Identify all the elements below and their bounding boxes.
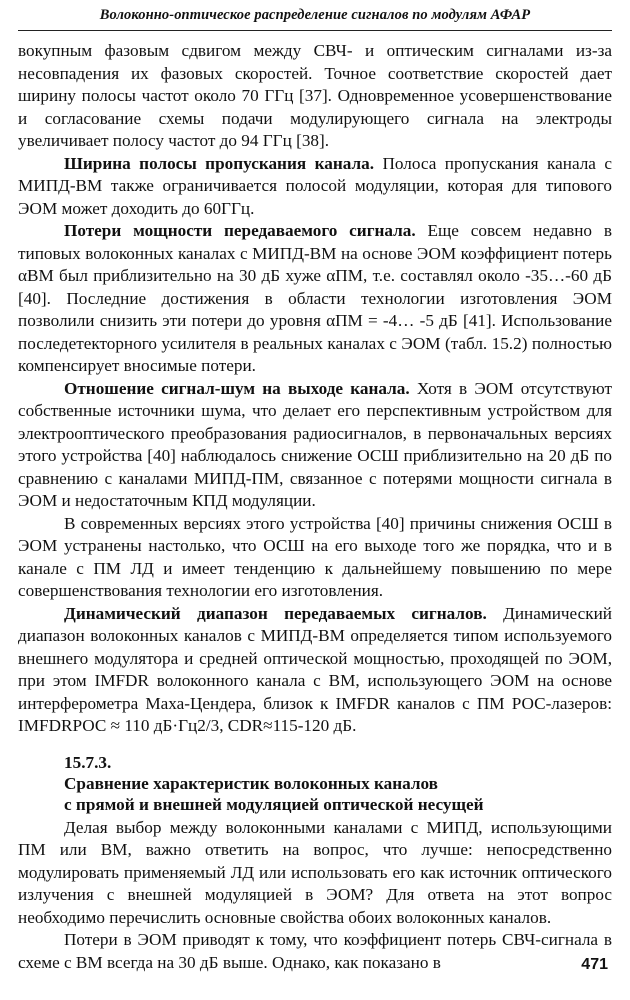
- section-title-text-1: Сравнение характеристик волоконных каналов: [64, 773, 438, 793]
- paragraph-text: Еще совсем недавно в типовых волоконных каналах с МИПД-ВМ на основе ЭОМ коэффициент потерь αВМ был приблизительно на 30 дБ хуже αПМ, т.е. составлял около -35…-60 дБ [40]. Последние достижения в области технологии изготовления ЭОМ позволили снизить эти потери до уровня αПМ = -4… -5 дБ [41]. Использование последетекторного усилителя в реальных каналах с ЭОМ (табл. 15.2) полностью компенсирует вносимые потери.: [18, 221, 612, 375]
- paragraph-losses-eom: [18, 929, 612, 974]
- paragraph-lead: Потери мощности передаваемого сигнала.: [64, 221, 416, 240]
- paragraph-choice: [18, 817, 612, 930]
- paragraph-dynamic-range: [18, 603, 612, 738]
- paragraph-text: Динамический диапазон волоконных каналов с МИПД-ВМ определяется типом используемого внешнего модулятора и средней оптической мощностью, проходящей по ЭОМ, при этом IMFDR волоконного канала с ВМ, использующего ЭОМ на основе интерферометра Маха-Цендера, близок к IMFDR каналов с ПМ РОС-лазеров: IMFDRРОС ≈ 110 дБ·Гц2/3, CDR≈115-120 дБ.: [18, 603, 612, 735]
- paragraph-bandwidth: [18, 153, 612, 221]
- running-header: Волоконно-оптическое распределение сигналов по модулям АФАР: [99, 7, 531, 23]
- paragraph-text: Полоса пропускания канала с МИПД-ВМ также ограничивается полосой модуляции, которая для типового ЭОМ может доходить до 60ГГц.: [18, 153, 613, 218]
- section-number: 15.7.3.: [64, 752, 112, 772]
- paragraph-text: В современных версиях этого устройства [40] причины снижения ОСШ в ЭОМ устранены настолько, что ОСШ на его выходе того же порядка, что и в канале с ПМ ЛД и имеет тенденцию к дальнейшему повышению по мере совершенствования технологии его изготовления.: [18, 513, 612, 600]
- paragraph-continuation: [18, 40, 612, 153]
- paragraph-lead: Ширина полосы пропускания канала.: [64, 153, 375, 173]
- section-title-line-1: [64, 752, 612, 794]
- paragraph-text: вокупным фазовым сдвигом между СВЧ- и оптическим сигналами из-за несовпадения их фазовых скоростей. Точное соответствие скоростей дает ширину полосы частот около 70 ГГц [37]. Одновременное усовершенствование и согласование схемы подачи модулирующего сигнала на электроды увеличивает полосу частот до 94 ГГц [38].: [18, 41, 612, 150]
- paragraph-lead: Динамический диапазон передаваемых сигналов.: [64, 603, 487, 623]
- paragraph-snr: [18, 378, 612, 513]
- paragraph-text: Делая выбор между волоконными каналами с МИПД, использующими ПМ или ВМ, важно ответить на вопрос, что лучше: непосредственно модулировать применяемый ЛД или использовать его как источник оптического излучения с внешней модуляцией в ЭОМ? Для ответа на этот вопрос необходимо перечислить основные свойства обоих волоконных каналов.: [18, 817, 612, 927]
- paragraph-modern-versions: [18, 513, 612, 603]
- page-body: [18, 40, 612, 974]
- paragraph-text: Потери в ЭОМ приводят к тому, что коэффициент потерь СВЧ-сигнала в схеме с ВМ всегда на 30 дБ выше. Однако, как показано в: [18, 930, 612, 972]
- section-title-line-2: с прямой и внешней модуляцией оптической несущей: [64, 794, 484, 814]
- paragraph-lead: Отношение сигнал-шум на выходе канала.: [64, 378, 410, 398]
- paragraph-text: Хотя в ЭОМ отсутствуют собственные источники шума, что делает его перспективным устройством для электрооптического преобразования радиосигналов, в первоначальных версиях этого устройства [40] наблюдалось снижение ОСШ приблизительно на 20 дБ по сравнению с каналами МИПД-ПМ, связанное с потерями мощности сигнала в ЭОМ и недостаточным КПД модуляции.: [18, 378, 612, 510]
- section-heading: [18, 752, 612, 815]
- paragraph-power-loss: [18, 220, 612, 378]
- header-rule: [18, 30, 612, 31]
- page-number: 471: [581, 956, 608, 973]
